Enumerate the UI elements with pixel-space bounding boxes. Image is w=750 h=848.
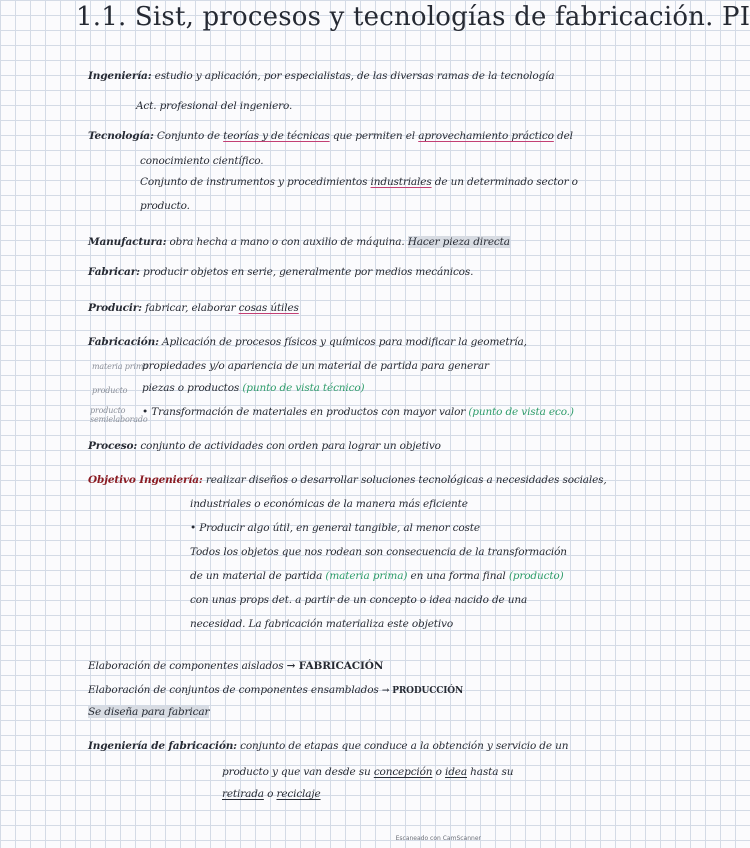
objetivo-line5 [190,570,593,582]
producir-head: Producir: [88,302,142,314]
page-title: 1.1. Sist, procesos y tecnologías de fabricación. PI [76,2,750,32]
manufactura-highlight: Hacer pieza directa [407,236,510,248]
manufactura-text: obra hecha a mano o con auxilio de máquina. [169,236,405,248]
objetivo-line6: con unas props det. a partir de un concepto o idea nacido de una [190,594,528,606]
proceso-definition [88,440,593,452]
tecnologia-head: Tecnología: [88,130,154,142]
fabricacion-line4-a: • Transformación de materiales en productos con mayor valor [142,406,466,418]
tecnologia-text-e: del [557,130,573,142]
tecnologia-text-c: que permiten el [332,130,416,142]
elaboracion-line1-b: → FABRICACIÓN [286,660,384,672]
ingfab-line2-a: producto y que van desde su [222,766,371,778]
objetivo-definition [88,474,607,486]
producir-underlined: cosas útiles [238,302,299,314]
fabricacion-line3-a: piezas o productos [142,382,240,394]
fabricacion-line2: propiedades y/o apariencia de un material de partida para generar [142,360,489,372]
ingfab-line2-b: concepción [373,766,433,778]
manufactura-definition [88,236,593,248]
tecnologia-definition [88,130,593,142]
tecnologia-line3 [140,176,593,188]
fabricacion-margin-semielaborado: producto semielaborado [90,406,148,424]
scanner-footer: Escaneado con CamScanner [395,835,481,842]
tecnologia-line3-b: industriales [370,176,432,188]
fabricacion-margin-materia: materia prima [92,362,148,371]
elaboracion-line1 [88,660,593,672]
objetivo-line4: Todos los objetos que nos rodean son consecuencia de la transformación [190,546,567,558]
objetivo-line5-b: (materia prima) [325,570,408,582]
ingfab-line2-c: o [435,766,442,778]
producir-definition [88,302,593,314]
ingfab-head: Ingeniería de fabricación: [88,740,237,752]
elaboracion-line3-highlight: Se diseña para fabricar [88,706,210,718]
ingenieria-line2: Act. profesional del ingeniero. [136,100,293,112]
tecnologia-text-b: teorías y de técnicas [223,130,330,142]
elaboracion-line2-a: Elaboración de conjuntos de componentes ensamblados [88,684,379,696]
fabricacion-definition [88,336,593,348]
elaboracion-line2 [88,684,593,696]
objetivo-line1: realizar diseños o desarrollar soluciones tecnológicas a necesidades sociales, [205,474,607,486]
objetivo-line3: • Producir algo útil, en general tangible, al menor coste [190,522,480,534]
producir-text: fabricar, elaborar [145,302,236,314]
tecnologia-text-a: Conjunto de [156,130,220,142]
objetivo-head: Objetivo Ingeniería: [88,474,203,486]
fabricacion-head: Fabricación: [88,336,159,348]
ingfab-line3-a: retirada [222,788,264,800]
tecnologia-text-d: aprovechamiento práctico [418,130,554,142]
fabricacion-line3 [142,382,593,394]
ingenieria-head: Ingeniería: [88,70,152,82]
ingfab-line2-e: hasta su [470,766,514,778]
fabricacion-margin-producto: producto [92,386,128,395]
ingfab-line2 [222,766,593,778]
fabricacion-line3-note: (punto de vista técnico) [242,382,365,394]
elaboracion-line3 [88,706,209,718]
proceso-head: Proceso: [88,440,138,452]
ingfab-line1: conjunto de etapas que conduce a la obtención y servicio de un [240,740,569,752]
objetivo-line5-d: (producto) [508,570,564,582]
ingfab-line3 [222,788,321,800]
fabricacion-line4 [142,406,593,418]
objetivo-line5-c: en una forma final [410,570,506,582]
manufactura-head: Manufactura: [88,236,167,248]
ingenieria-text: estudio y aplicación, por especialistas, de las diversas ramas de la tecnología [154,70,555,82]
fabricar-definition [88,266,593,278]
fabricacion-line1: Aplicación de procesos físicos y químicos para modificar la geometría, [162,336,527,348]
ingfab-line3-b: o [267,788,274,800]
fabricar-text: producir objetos en serie, generalmente por medios mecánicos. [143,266,474,278]
elaboracion-line2-b: → PRODUCCIÓN [381,686,464,696]
ingfab-line2-d: idea [445,766,467,778]
tecnologia-line3-a: Conjunto de instrumentos y procedimientos [140,176,368,188]
fabricacion-line4-note: (punto de vista eco.) [468,406,574,418]
fabricar-head: Fabricar: [88,266,140,278]
proceso-text: conjunto de actividades con orden para lograr un objetivo [140,440,441,452]
objetivo-line5-a: de un material de partida [190,570,323,582]
ingfab-line3-c: reciclaje [276,788,321,800]
objetivo-line2: industriales o económicas de la manera más eficiente [190,498,468,510]
ingenieria-definition [88,70,593,82]
objetivo-line7: necesidad. La fabricación materializa este objetivo [190,618,454,630]
tecnologia-line3-c: de un determinado sector o [434,176,578,188]
ingfab-definition [88,740,593,752]
tecnologia-line4: producto. [140,200,190,212]
elaboracion-line1-a: Elaboración de componentes aislados [88,660,284,672]
tecnologia-line2: conocimiento científico. [140,155,264,167]
